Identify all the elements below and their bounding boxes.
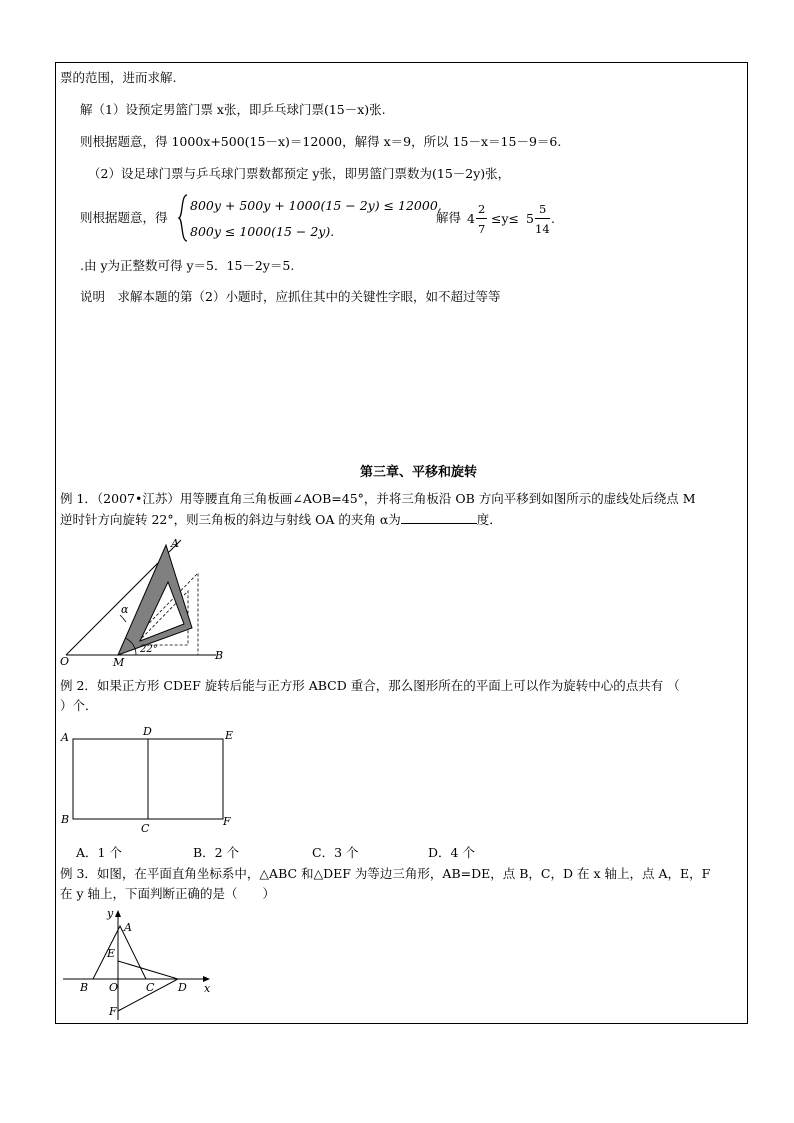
ex2-line1: 例 2．如果正方形 CDEF 旋转后能与正方形 ABCD 重合，那么图形所在的平面上可以作为旋转中心的点共有 （ [60, 678, 680, 693]
ex3-figure [58, 905, 218, 1025]
ex3-line1: 例 3．如图，在平面直角坐标系中，△ABC 和△DEF 为等边三角形，AB=DE，点 B，C，D 在 x 轴上，点 A，E，F [60, 866, 711, 881]
label-m: M [113, 656, 125, 669]
label-o: O [60, 655, 70, 668]
range-period: . [551, 211, 555, 226]
solution-note: 说明 求解本题的第（2）小题时，应抓住其中的关键性字眼，如不超过等等 [80, 289, 501, 304]
part1-setup: 解（1）设预定男篮门票 x张，即乒乓球门票(15－x)张. [80, 102, 386, 117]
frac2-numerator: 5 [539, 202, 547, 216]
ex2-line2: ）个． [60, 698, 98, 713]
label-c: C [146, 981, 155, 994]
solution-continuation: 票的范围，进而求解. [60, 70, 177, 85]
frac2-bar [535, 218, 550, 219]
y-axis-arrow [115, 910, 121, 917]
alpha-arc [120, 615, 126, 622]
label-b: B [61, 813, 70, 826]
frac1-numerator: 2 [478, 202, 486, 216]
frac2-denominator: 14 [535, 222, 550, 236]
rotated-set-square [118, 545, 192, 655]
option-b[interactable]: B．2 个 [193, 845, 240, 860]
part2-lead: 则根据题意，得 [80, 210, 168, 225]
label-a: A [171, 537, 179, 550]
frac1-bar [476, 218, 487, 219]
label-d: D [178, 981, 187, 994]
ex2-figure [58, 722, 243, 837]
inequality-1: 800y + 500y + 1000(15 − 2y) ≤ 12000, [190, 198, 442, 213]
solve-lead: 解得 [436, 210, 462, 225]
label-x: x [204, 982, 211, 995]
label-e: E [107, 947, 116, 960]
label-22-degree: 22° [140, 644, 158, 655]
label-d: D [143, 725, 152, 738]
option-c[interactable]: C．3 个 [312, 845, 359, 860]
label-c: C [141, 822, 150, 835]
label-f: F [223, 815, 231, 828]
ex1-line2 [60, 511, 502, 528]
label-alpha: α [121, 603, 129, 616]
ex1-line2-text: 逆时针方向旋转 22°，则三角板的斜边与射线 OA 的夹角 α为 [60, 512, 401, 527]
frac2-whole: 5 [526, 211, 534, 226]
ex3-line2: 在 y 轴上，下面判断正确的是（ ） [60, 886, 276, 901]
range-inequality: ≤y≤ [491, 211, 520, 226]
label-y: y [107, 907, 114, 920]
label-o: O [109, 981, 119, 994]
option-d[interactable]: D．4 个 [428, 845, 475, 860]
frac1-denominator: 7 [478, 222, 486, 236]
part2-setup: （2）设足球门票与乒乓球门票数都预定 y张，即男篮门票数为(15－2y)张， [88, 166, 511, 181]
label-a: A [124, 921, 132, 934]
label-a: A [61, 731, 69, 744]
part1-equation: 则根据题意，得 1000x+500(15－x)＝12000，解得 x＝9，所以 15－x＝15－9＝6. [80, 134, 562, 149]
frac1-whole: 4 [467, 211, 475, 226]
ex1-figure [58, 535, 238, 670]
option-a[interactable]: A．1 个 [76, 845, 122, 860]
label-e: E [225, 729, 234, 742]
integer-conclusion: .由 y为正整数可得 y＝5．15－2y＝5. [80, 258, 295, 273]
label-b: B [215, 649, 224, 662]
ex1-line1: 例 1．（2007•江苏）用等腰直角三角板画∠AOB=45°，并将三角板沿 OB 方向平移到如图所示的虚线处后绕点 M [60, 491, 696, 506]
inequality-2: 800y ≤ 1000(15 − 2y). [190, 224, 335, 239]
answer-blank[interactable] [401, 511, 477, 524]
ex1-line2-unit: 度． [476, 512, 502, 527]
label-b: B [80, 981, 89, 994]
label-f: F [109, 1005, 117, 1018]
system-brace [178, 194, 188, 242]
triangle-abc [93, 926, 146, 979]
chapter-title: 第三章、平移和旋转 [360, 465, 478, 480]
